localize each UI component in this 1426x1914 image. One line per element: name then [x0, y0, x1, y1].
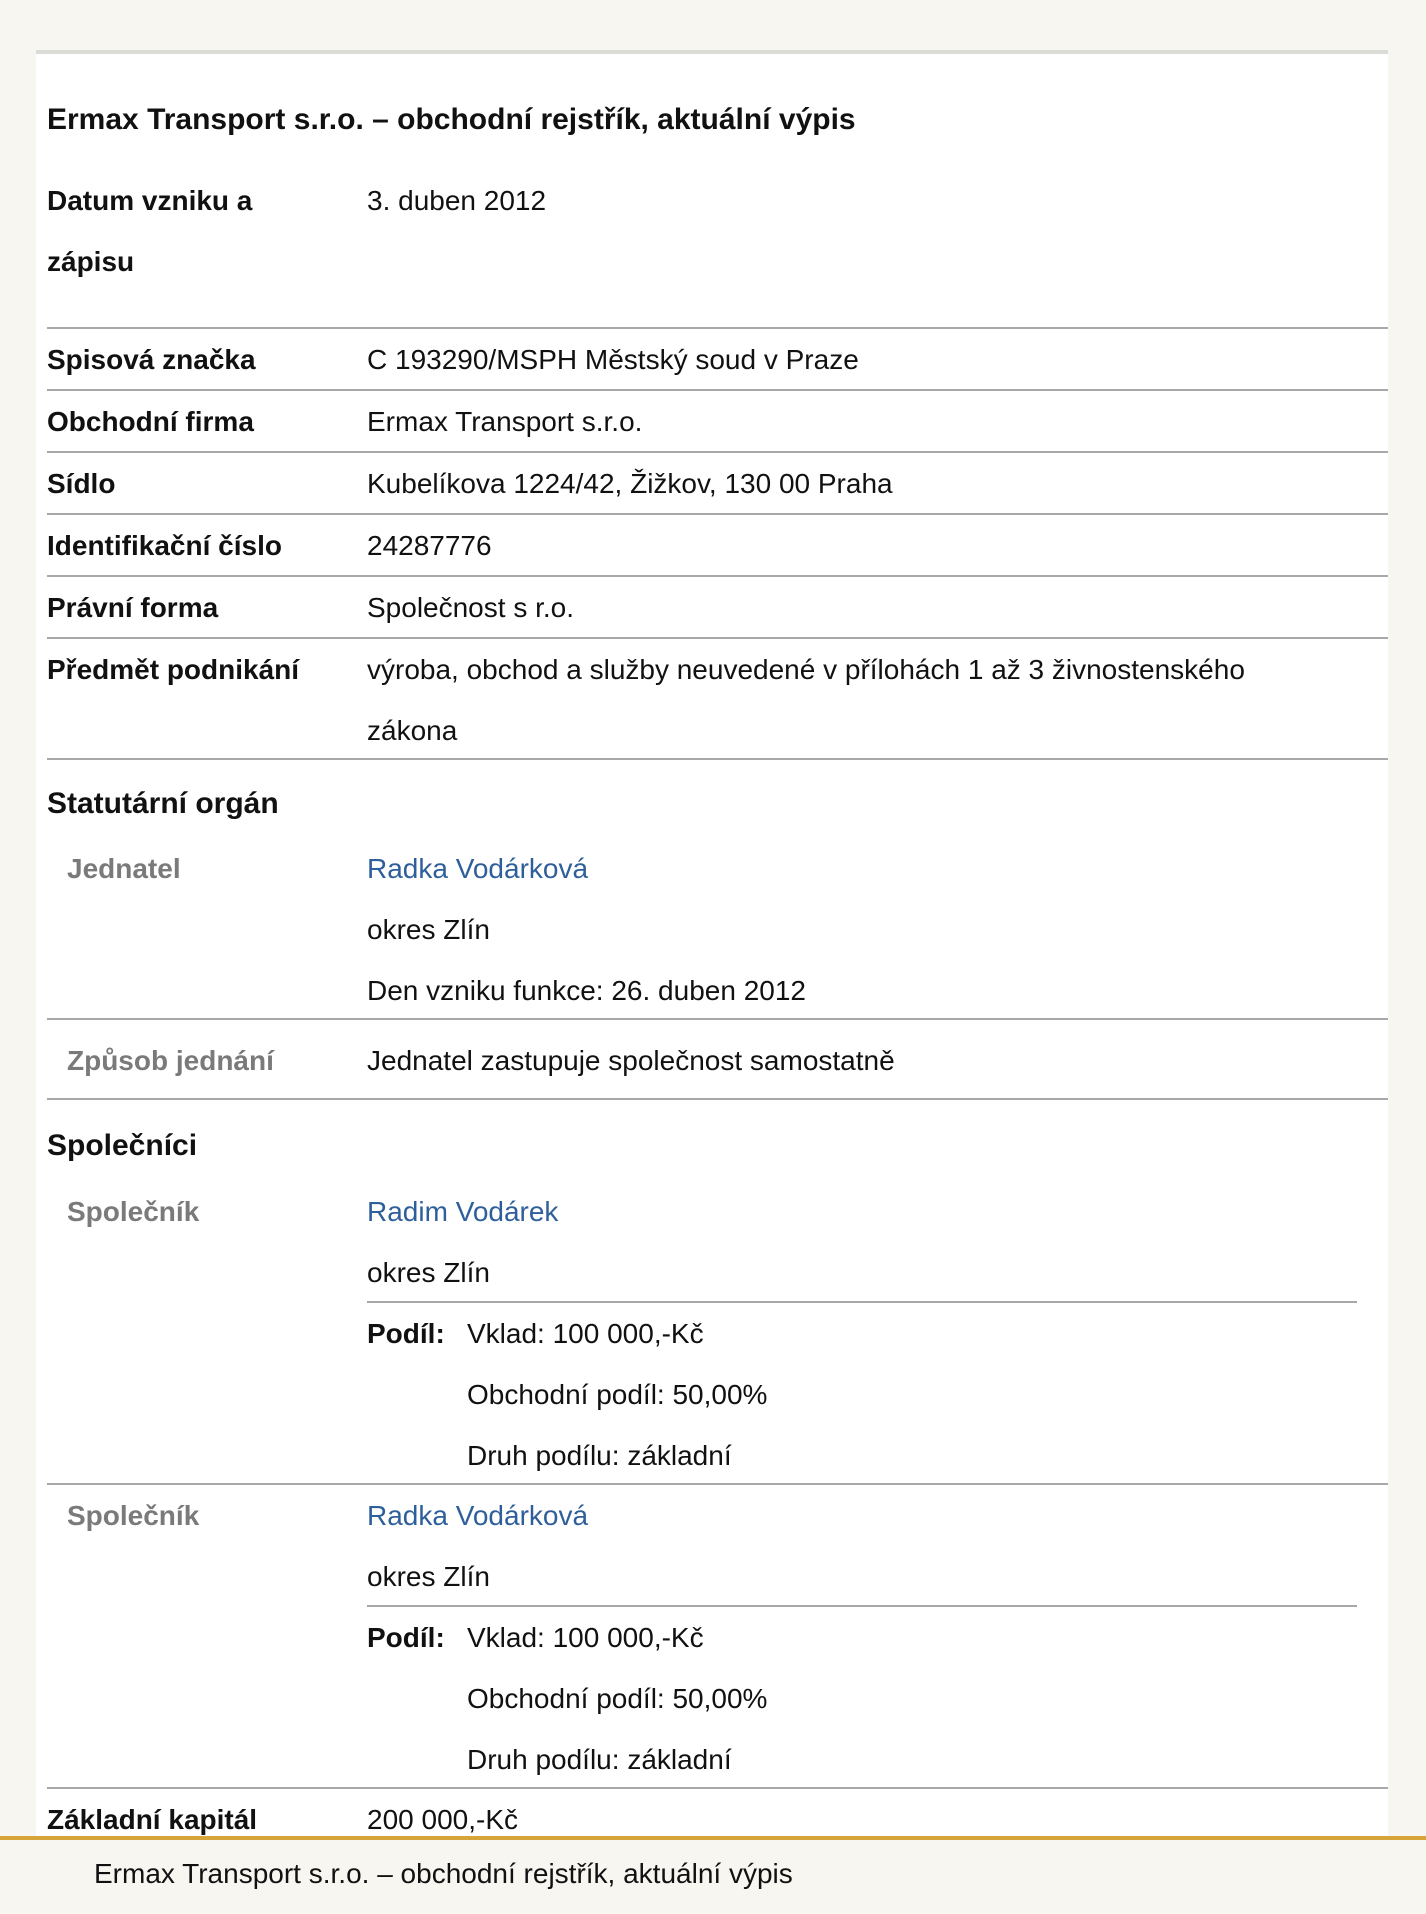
- row-spolecnik: [47, 1485, 1388, 1789]
- row-value: Jednatel zastupuje společnost samostatně: [367, 1045, 895, 1076]
- row-predmet-podnikani: [47, 639, 1388, 760]
- share-block: [367, 1301, 1357, 1483]
- share-values: Vklad: 100 000,-Kč Obchodní podíl: 50,00% Druh podílu: základní: [467, 1318, 768, 1471]
- row-value: Radka Vodárková okres Zlín Den vzniku funkce: 26. duben 2012: [367, 838, 1367, 1021]
- row-value: 24287776: [367, 530, 492, 561]
- row-zpusob-jednani: [47, 1030, 1388, 1100]
- share-values: Vklad: 100 000,-Kč Obchodní podíl: 50,00% Druh podílu: základní: [467, 1622, 768, 1775]
- row-label: Jednatel: [67, 853, 181, 884]
- row-label: Datum vzniku a zápisu: [47, 185, 253, 277]
- row-jednatel: [47, 838, 1388, 1020]
- share-label: Podíl:: [367, 1622, 445, 1653]
- register-extract-panel: [36, 50, 1388, 1844]
- share-block: [367, 1605, 1357, 1787]
- row-value: Radim Vodárek okres Zlín: [367, 1181, 1367, 1303]
- row-value: Kubelíkova 1224/42, Žižkov, 130 00 Praha: [367, 468, 893, 499]
- person-link[interactable]: Radim Vodárek: [367, 1196, 559, 1227]
- row-identifikacni-cislo: [47, 515, 1388, 577]
- row-datum-vzniku: [47, 170, 1388, 329]
- section-heading-spolecnici: Společníci: [47, 1129, 198, 1162]
- row-label: Předmět podnikání: [47, 654, 300, 685]
- share-label: Podíl:: [367, 1318, 445, 1349]
- row-value: 3. duben 2012: [367, 185, 547, 216]
- row-pravni-forma: [47, 577, 1388, 639]
- row-spisova-znacka: [47, 329, 1388, 391]
- person-link[interactable]: Radka Vodárková: [367, 853, 589, 884]
- row-value: Společnost s r.o.: [367, 592, 575, 623]
- row-label: Společník: [67, 1500, 200, 1531]
- row-label: Způsob jednání: [67, 1045, 274, 1076]
- row-spolecnik: [47, 1181, 1388, 1485]
- row-value: Radka Vodárková okres Zlín: [367, 1485, 1367, 1607]
- row-label: Obchodní firma: [47, 406, 254, 437]
- row-label: Právní forma: [47, 592, 219, 623]
- row-value: 200 000,-Kč: [367, 1804, 518, 1835]
- row-label: Spisová značka: [47, 344, 256, 375]
- footer-bar: [0, 1836, 1426, 1914]
- section-heading-statutarni-organ: Statutární orgán: [47, 787, 279, 820]
- row-sidlo: [47, 453, 1388, 515]
- row-value: C 193290/MSPH Městský soud v Praze: [367, 344, 859, 375]
- row-label: Identifikační číslo: [47, 530, 282, 561]
- row-label: Sídlo: [47, 468, 116, 499]
- footer-title: Ermax Transport s.r.o. – obchodní rejstřík, aktuální výpis: [94, 1858, 793, 1889]
- page-title: Ermax Transport s.r.o. – obchodní rejstřík, aktuální výpis: [47, 103, 856, 136]
- row-label: Základní kapitál: [47, 1804, 258, 1835]
- row-value: Ermax Transport s.r.o.: [367, 406, 643, 437]
- person-link[interactable]: Radka Vodárková: [367, 1500, 589, 1531]
- row-label: Společník: [67, 1196, 200, 1227]
- row-obchodni-firma: [47, 391, 1388, 453]
- row-value: výroba, obchod a služby neuvedené v přílohách 1 až 3 živnostenského zákona: [367, 654, 1245, 746]
